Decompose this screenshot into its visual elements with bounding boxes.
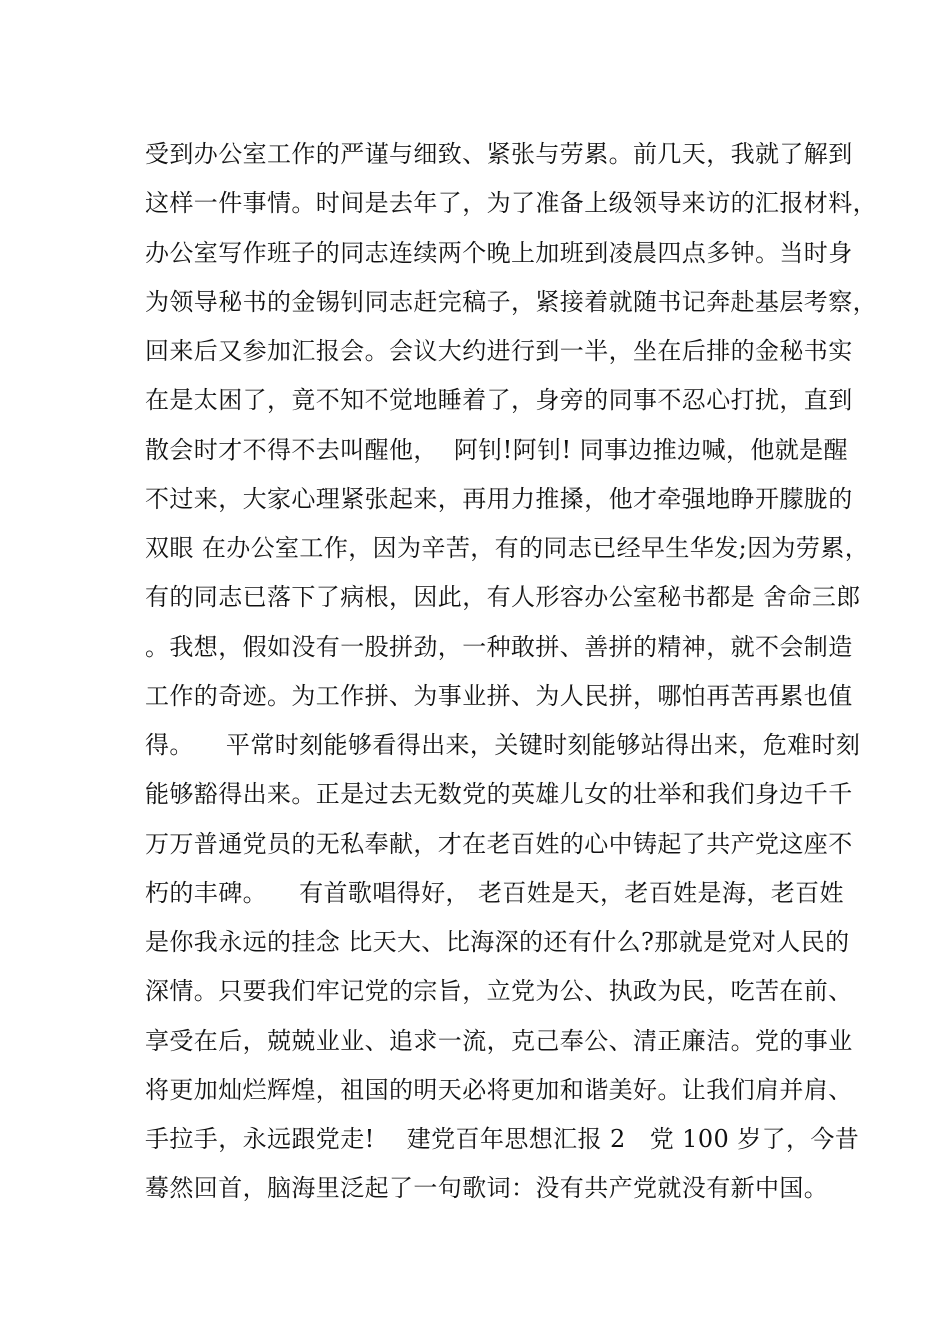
text-line: 深情。只要我们牢记党的宗旨，立党为公、执政为民，吃苦在前、 — [145, 977, 853, 1006]
text-line: 享受在后，兢兢业业、追求一流，克己奉公、清正廉洁。党的事业 — [145, 1026, 853, 1055]
text-line: 有的同志已落下了病根，因此，有人形容办公室秘书都是 舍命三郎 — [145, 583, 861, 612]
text-line: 这样一件事情。时间是去年了，为了准备上级领导来访的汇报材料， — [145, 189, 877, 218]
text-line: 能够豁得出来。正是过去无数党的英雄儿女的壮举和我们身边千千 — [145, 780, 853, 809]
text-line: 。我想，假如没有一股拼劲，一种敢拼、善拼的精神，就不会制造 — [145, 632, 853, 661]
text-line: 将更加灿烂辉煌，祖国的明天必将更加和谐美好。让我们肩并肩、 — [145, 1075, 853, 1104]
text-line: 办公室写作班子的同志连续两个晚上加班到凌晨四点多钟。当时身 — [145, 238, 853, 267]
text-line: 在是太困了，竟不知不觉地睡着了，身旁的同事不忍心打扰，直到 — [145, 386, 853, 415]
text-line: 不过来，大家心理紧张起来，再用力推搡，他才牵强地睁开朦胧的 — [145, 484, 853, 513]
text-line: 回来后又参加汇报会。会议大约进行到一半，坐在后排的金秘书实 — [145, 337, 853, 365]
text-line: 工作的奇迹。为工作拼、为事业拼、为人民拼，哪怕再苦再累也值 — [145, 681, 853, 710]
text-line: 为领导秘书的金锡钊同志赶完稿子，紧接着就随书记奔赴基层考察， — [145, 287, 877, 316]
text-line: 散会时才不得不去叫醒他， 阿钊!阿钊! 同事边推边喊，他就是醒 — [145, 435, 848, 464]
text-line: 蓦然回首，脑海里泛起了一句歌词：没有共产党就没有新中国。 — [145, 1174, 829, 1203]
body-text — [145, 130, 877, 1214]
text-line: 手拉手，永远跟党走! 建党百年思想汇报 2 党 100 岁了，今昔 — [145, 1125, 860, 1153]
text-line: 万万普通党员的无私奉献，才在老百姓的心中铸起了共产党这座不 — [145, 829, 853, 858]
text-line: 双眼 在办公室工作，因为辛苦，有的同志已经早生华发;因为劳累， — [145, 534, 870, 562]
text-line: 得。 平常时刻能够看得出来，关键时刻能够站得出来，危难时刻 — [145, 731, 861, 759]
text-line: 受到办公室工作的严谨与细致、紧张与劳累。前几天，我就了解到 — [145, 140, 853, 168]
text-line: 朽的丰碑。 有首歌唱得好， 老百姓是天，老百姓是海，老百姓 — [145, 878, 844, 907]
text-line: 是你我永远的挂念 比天大、比海深的还有什么?那就是党对人民的 — [145, 928, 850, 956]
